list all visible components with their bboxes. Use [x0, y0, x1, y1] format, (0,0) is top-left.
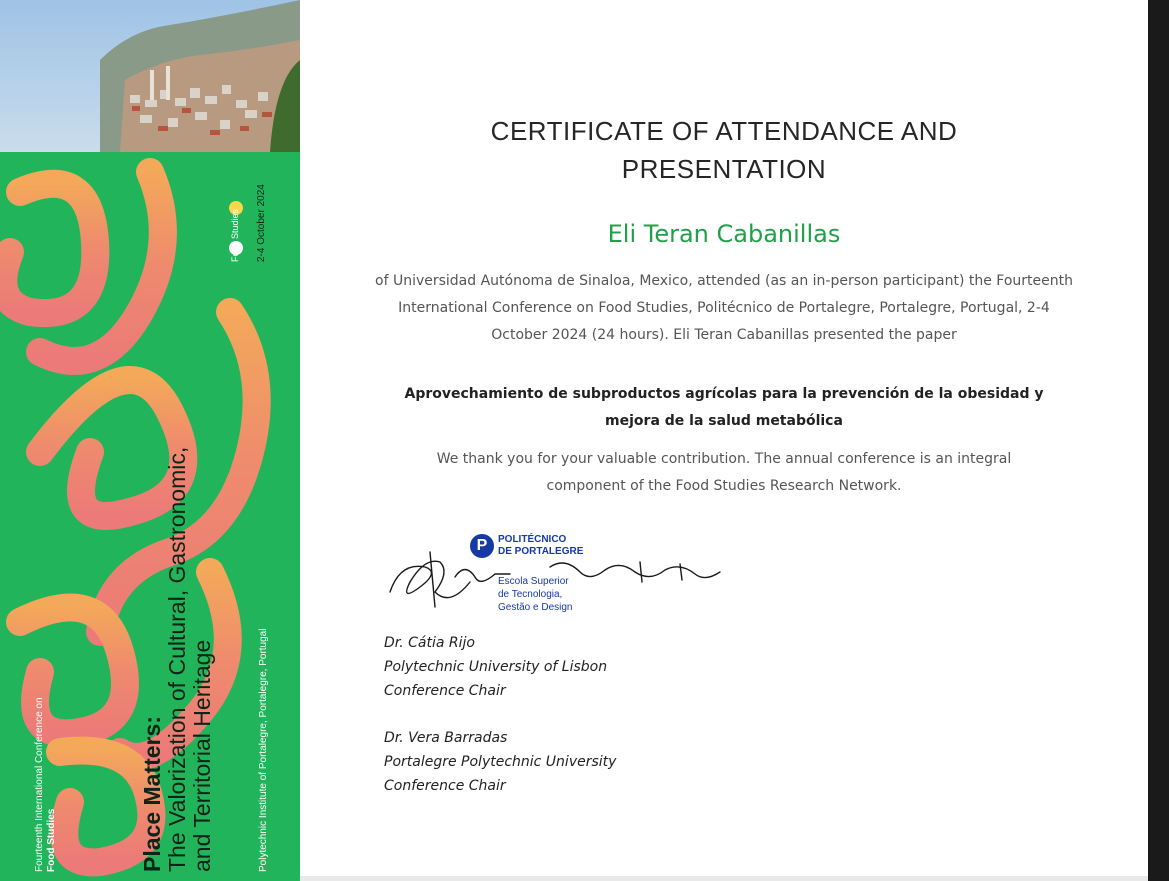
- signer-role: Conference Chair: [384, 683, 506, 699]
- signer-2: [384, 726, 616, 798]
- city-photo: [0, 0, 300, 152]
- paper-title: Aprovechamiento de subproductos agrícolas para la prevención de la obesidad y mejora de la salud metabólica: [404, 386, 1044, 429]
- conference-theme: [140, 447, 215, 872]
- stamp-line-5: Gestão e Design: [498, 602, 573, 613]
- stamp-line-2: DE PORTALEGRE: [498, 546, 584, 557]
- thanks-text: We thank you for your valuable contribution. The annual conference is an integral component of the Food Studies Research Network.: [436, 451, 1012, 494]
- venue-text: Polytechnic Institute of Portalegre, Portalegre, Portugal: [258, 628, 269, 872]
- brand-text: Food Studies: [230, 208, 240, 262]
- stamp-line-4: de Tecnologia,: [498, 589, 563, 600]
- conference-banner: [0, 0, 300, 881]
- signer-name: Dr. Cátia Rijo: [384, 635, 475, 651]
- certificate-title: CERTIFICATE OF ATTENDANCE AND PRESENTATION: [490, 116, 958, 184]
- recipient-name: Eli Teran Cabanillas: [607, 220, 841, 248]
- stamp-line-3: Escola Superior: [498, 576, 569, 587]
- dark-edge: [1148, 0, 1169, 881]
- signer-role: Conference Chair: [384, 778, 506, 794]
- stamp-line-1: POLITÉCNICO: [498, 534, 567, 545]
- signer-institution: Portalegre Polytechnic University: [384, 754, 617, 770]
- dates-text: 2-4 October 2024: [256, 184, 267, 262]
- stamp-logo: P: [470, 534, 494, 558]
- theme-subtitle-2: and Territorial Heritage: [189, 639, 215, 872]
- theme-title: Place Matters:: [139, 716, 165, 872]
- conference-name: Food Studies: [46, 808, 57, 872]
- conference-line: Fourteenth International Conference on Food Studies: [34, 697, 57, 872]
- bottom-edge: [300, 876, 1148, 881]
- attendance-text: of Universidad Autónoma de Sinaloa, Mexico, attended (as an in-person participant) the Fourteenth International Conference on Food Studies, Politécnico de Portalegre, Portalegre, Portugal, 2-4 October 2024 (24 hours). Eli Teran Cabanillas presented the paper: [375, 273, 1073, 343]
- theme-subtitle-1: The Valorization of Cultural, Gastronomic,: [164, 446, 190, 872]
- signer-name: Dr. Vera Barradas: [384, 730, 508, 746]
- signer-institution: Polytechnic University of Lisbon: [384, 659, 608, 675]
- institution-stamp: [470, 532, 610, 617]
- signer-1: [384, 631, 607, 703]
